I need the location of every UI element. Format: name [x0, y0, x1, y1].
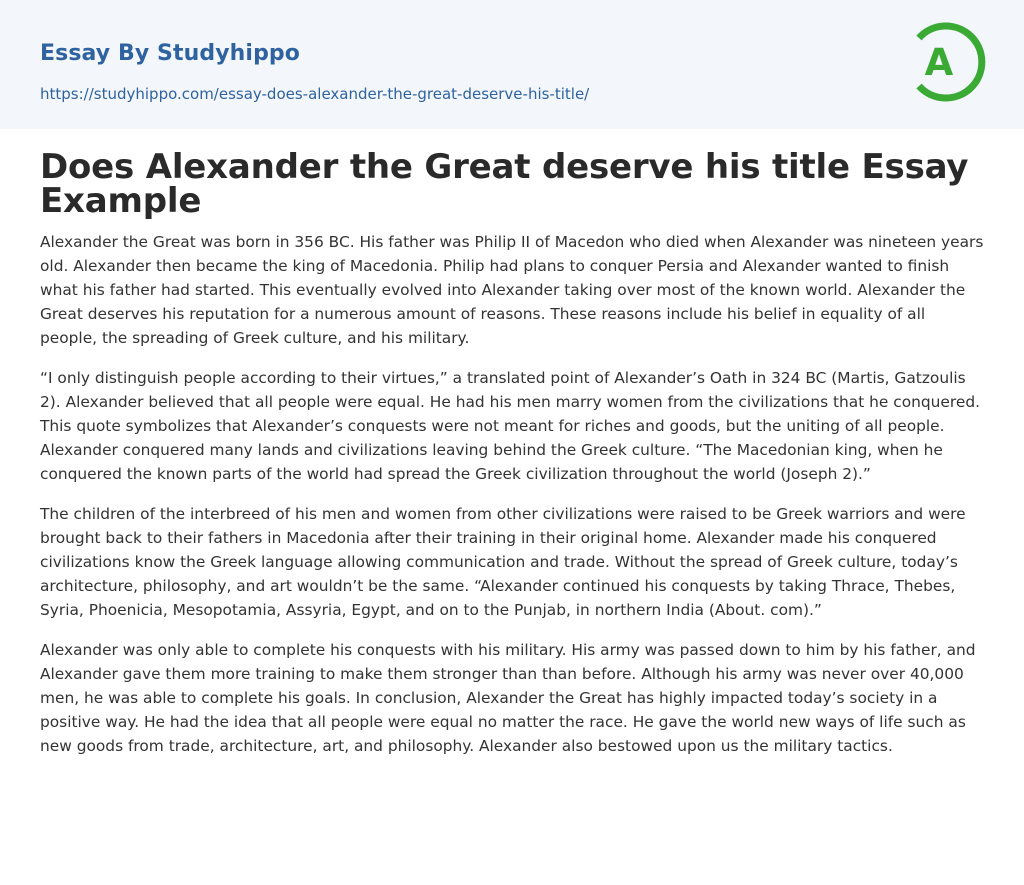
site-title[interactable]: Essay By Studyhippo [40, 41, 300, 66]
essay-paragraph: Alexander was only able to complete his conquests with his military. His army was passed down to him by his father, and Alexander gave them more training to make them stronger than than before. Although his army was never over 40,000 men, he was able to complete his goals. In conclusion, Alexander the Great has highly impacted today’s society in a positive way. He had the idea that all people were equal no matter the race. He gave the world new ways of life such as new goods from trade, architecture, art, and philosophy. Alexander also bestowed upon us the military tactics. [40, 641, 976, 755]
essay-paragraph: Alexander the Great was born in 356 BC. His father was Philip II of Macedon who died when Alexander was nineteen years old. Alexander then became the king of Macedonia. Philip had plans to conquer Persia and Alexander wanted to finish what his father had started. This eventually evolved into Alexander taking over most of the known world. Alexander the Great deserves his reputation for a numerous amount of reasons. These reasons include his belief in equality of all people, the spreading of Greek culture, and his military. [40, 233, 984, 347]
studyhippo-logo-icon[interactable] [912, 19, 986, 105]
essay-title: Does Alexander the Great deserve his title Essay Example [40, 147, 969, 221]
essay-paragraph: The children of the interbreed of his men and women from other civilizations were raised to be Greek warriors and were brought back to their fathers in Macedonia after their training in their original home. Alexander made his conquered civilizations know the Greek language allowing communication and trade. Without the spread of Greek culture, today’s architecture, philosophy, and art wouldn’t be the same. “Alexander continued his conquests by taking Thrace, Thebes, Syria, Phoenicia, Mesopotamia, Assyria, Egypt, and on to the Punjab, in northern India (About. com).” [40, 505, 966, 619]
essay-content [40, 147, 986, 758]
essay-paragraph: “I only distinguish people according to their virtues,” a translated point of Alexander’s Oath in 324 BC (Martis, Gatzoulis 2). Alexander believed that all people were equal. He had his men marry women from the civilizations that he conquered. This quote symbolizes that Alexander’s conquests were not meant for riches and goods, but the uniting of all people. Alexander conquered many lands and civilizations leaving behind the Greek culture. “The Macedonian king, when he conquered the known parts of the world had spread the Greek civilization throughout the world (Joseph 2).” [40, 369, 980, 483]
essay-url-link[interactable]: https://studyhippo.com/essay-does-alexander-the-great-deserve-his-title/ [40, 85, 590, 103]
logo-letter: A [924, 41, 954, 84]
site-header [0, 0, 1024, 129]
